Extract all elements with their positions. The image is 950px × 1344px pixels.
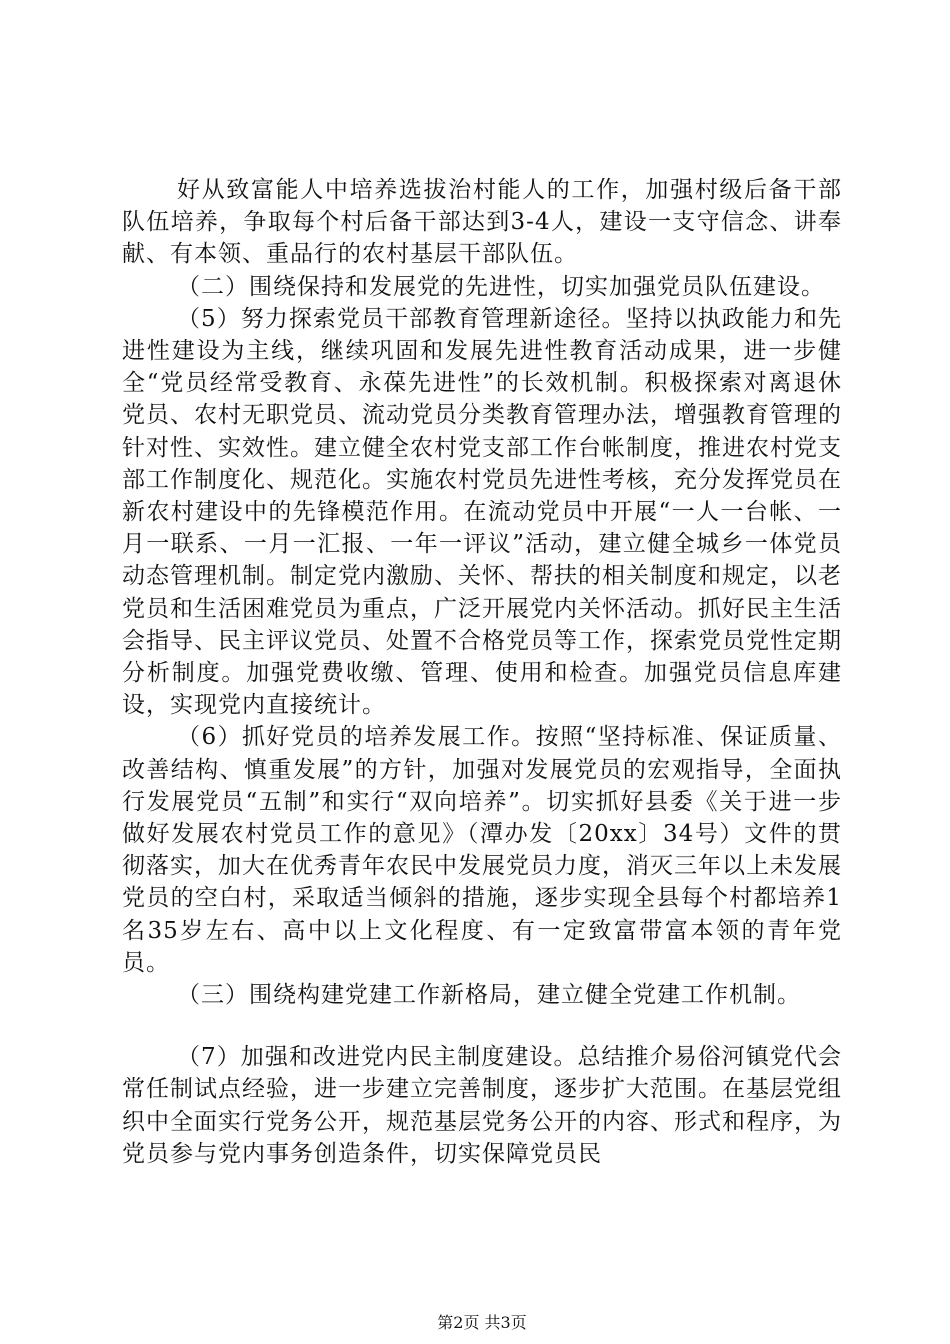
paragraph-item-7: （7）加强和改进党内民主制度建设。总结推介易俗河镇党代会常任制试点经验，进一步建立完善制度，逐步扩大范围。在基层党组织中全面实行党务公开，规范基层党务公开的内容、形式和程序，为党员参与党内事务创造条件，切实保障党员民	[122, 1044, 842, 1167]
document-body	[122, 174, 842, 1170]
page-footer: 第2页 共3页	[437, 1313, 527, 1332]
section-heading-3: （三）围绕构建党建工作新格局，建立健全党建工作机制。	[177, 982, 801, 1009]
paragraph-spacer	[122, 1011, 842, 1041]
section-heading-2: （二）围绕保持和发展党的先进性，切实加强党员队伍建设。	[177, 273, 825, 300]
paragraph-item-6: （6）抓好党员的培养发展工作。按照“坚持标准、保证质量、改善结构、慎重发展”的方针，加强对发展党员的宏观指导，全面执行发展党员“五制”和实行“双向培养”。切实抓好县委《关于进一步做好发展农村党员工作的意见》（潭办发〔20xx〕34号）文件的贯彻落实，加大在优秀青年农民中发展党员力度，消灭三年以上未发展党员的空白村，采取适当倾斜的措施，逐步实现全县每个村都培养1名35岁左右、高中以上文化程度、有一定致富带富本领的青年党员。	[122, 724, 842, 976]
document-page	[122, 0, 842, 1344]
paragraph-item-5: （5）努力探索党员干部教育管理新途径。坚持以执政能力和先进性建设为主线，继续巩固和发展先进性教育活动成果，进一步健全“党员经常受教育、永葆先进性”的长效机制。积极探索对离退休党员、农村无职党员、流动党员分类教育管理办法，增强教育管理的针对性、实效性。建立健全农村党支部工作台帐制度，推进农村党支部工作制度化、规范化。实施农村党员先进性考核，充分发挥党员在新农村建设中的先锋模范作用。在流动党员中开展“一人一台帐、一月一联系、一月一汇报、一年一评议”活动，建立健全城乡一体党员动态管理机制。制定党内激励、关怀、帮扶的相关制度和规定，以老党员和生活困难党员为重点，广泛开展党内关怀活动。抓好民主生活会指导、民主评议党员、处置不合格党员等工作，探索党员党性定期分析制度。加强党费收缴、管理、使用和检查。加强党员信息库建设，实现党内直接统计。	[122, 305, 842, 719]
paragraph-cadre-training: 好从致富能人中培养选拔治村能人的工作，加强村级后备干部队伍培养，争取每个村后备干部达到3-4人，建设一支守信念、讲奉献、有本领、重品行的农村基层干部队伍。	[122, 177, 842, 268]
